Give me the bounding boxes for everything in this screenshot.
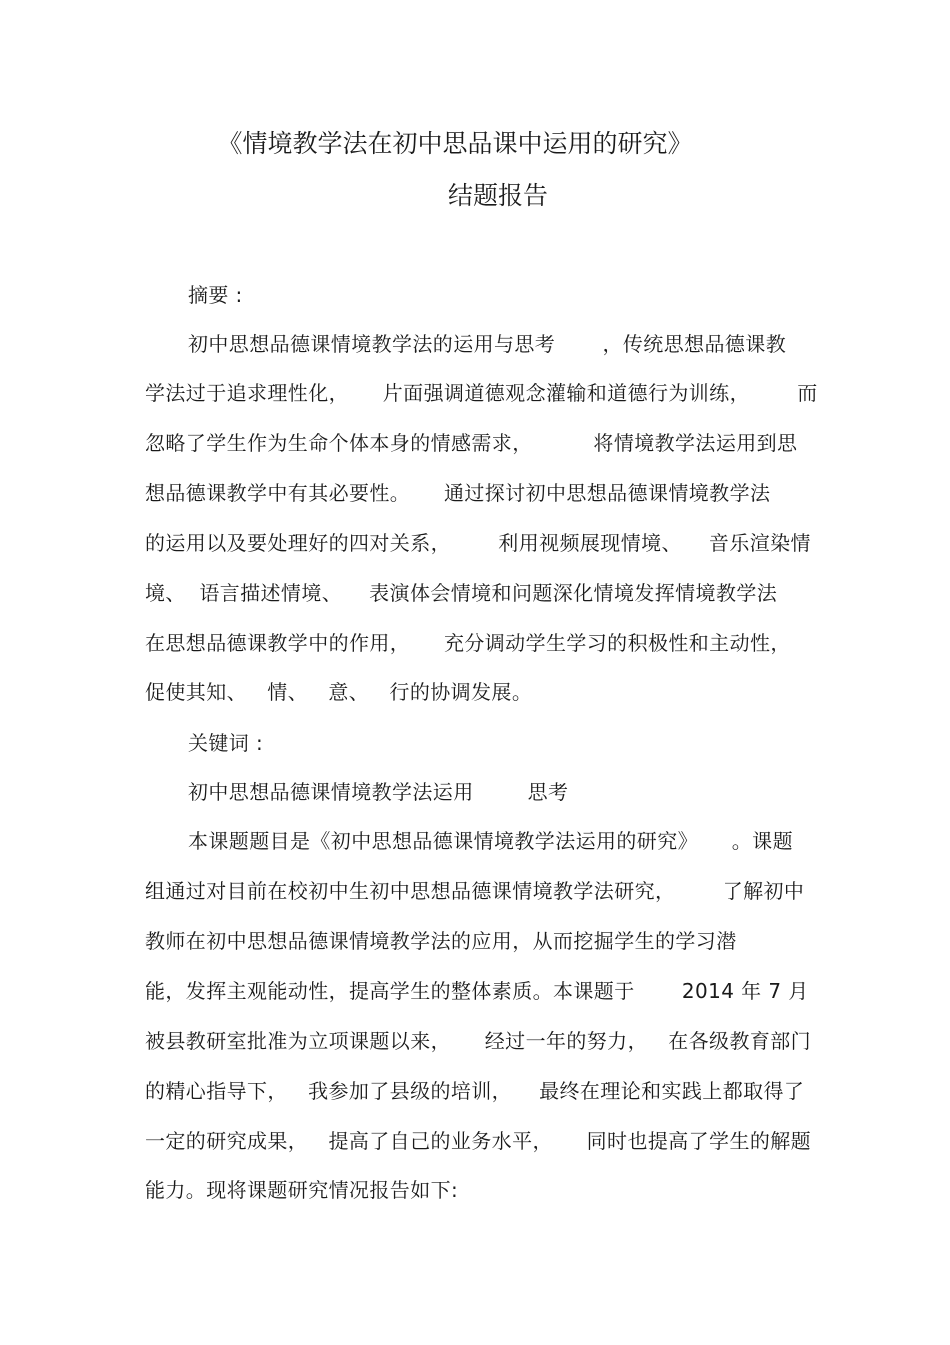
abstract-line: 学法过于追求理性化， 片面强调道德观念灌输和道德行为训练， 而 — [145, 381, 818, 405]
body-line: 教师在初中思想品德课情境教学法的应用，从而挖掘学生的学习潜 — [145, 929, 737, 953]
keywords-line: 初中思想品德课情境教学法运用 思考 — [188, 780, 569, 804]
abstract-line: 在思想品德课教学中的作用， 充分调动学生学习的积极性和主动性， — [145, 631, 791, 655]
report-title: 《情境教学法在初中思品课中运用的研究》 — [217, 129, 693, 158]
body-line: 能力。现将课题研究情况报告如下: — [145, 1178, 459, 1202]
body-line: 本课题题目是《初中思想品德课情境教学法运用的研究》 。课题 — [188, 829, 793, 853]
abstract-line: 初中思想品德课情境教学法的运用与思考 ，传统思想品德课教 — [188, 332, 787, 356]
abstract-label: 摘要 : — [188, 283, 243, 307]
body-line: 能，发挥主观能动性，提高学生的整体素质。本课题于 2014 年 7 月 — [145, 979, 809, 1003]
keywords-label: 关键词 : — [188, 731, 264, 755]
body-line: 组通过对目前在校初中生初中思想品德课情境教学法研究， 了解初中 — [145, 879, 805, 903]
body-line: 的精心指导下， 我参加了县级的培训， 最终在理论和实践上都取得了 — [145, 1079, 805, 1103]
abstract-line: 的运用以及要处理好的四对关系， 利用视频展现情境、 音乐渲染情 — [145, 531, 811, 555]
abstract-line: 境、 语言描述情境、 表演体会情境和问题深化情境发挥情境教学法 — [145, 581, 778, 605]
abstract-line: 想品德课教学中有其必要性。 通过探讨初中思想品德课情境教学法 — [145, 481, 771, 505]
abstract-line: 促使其知、 情、 意、 行的协调发展。 — [145, 680, 533, 704]
abstract-line: 忽略了学生作为生命个体本身的情感需求， 将情境教学法运用到思 — [145, 431, 798, 455]
report-subtitle: 结题报告 — [447, 181, 548, 210]
body-line: 被县教研室批准为立项课题以来， 经过一年的努力， 在各级教育部门 — [145, 1029, 812, 1053]
body-line: 一定的研究成果， 提高了自己的业务水平， 同时也提高了学生的解题 — [145, 1129, 812, 1153]
